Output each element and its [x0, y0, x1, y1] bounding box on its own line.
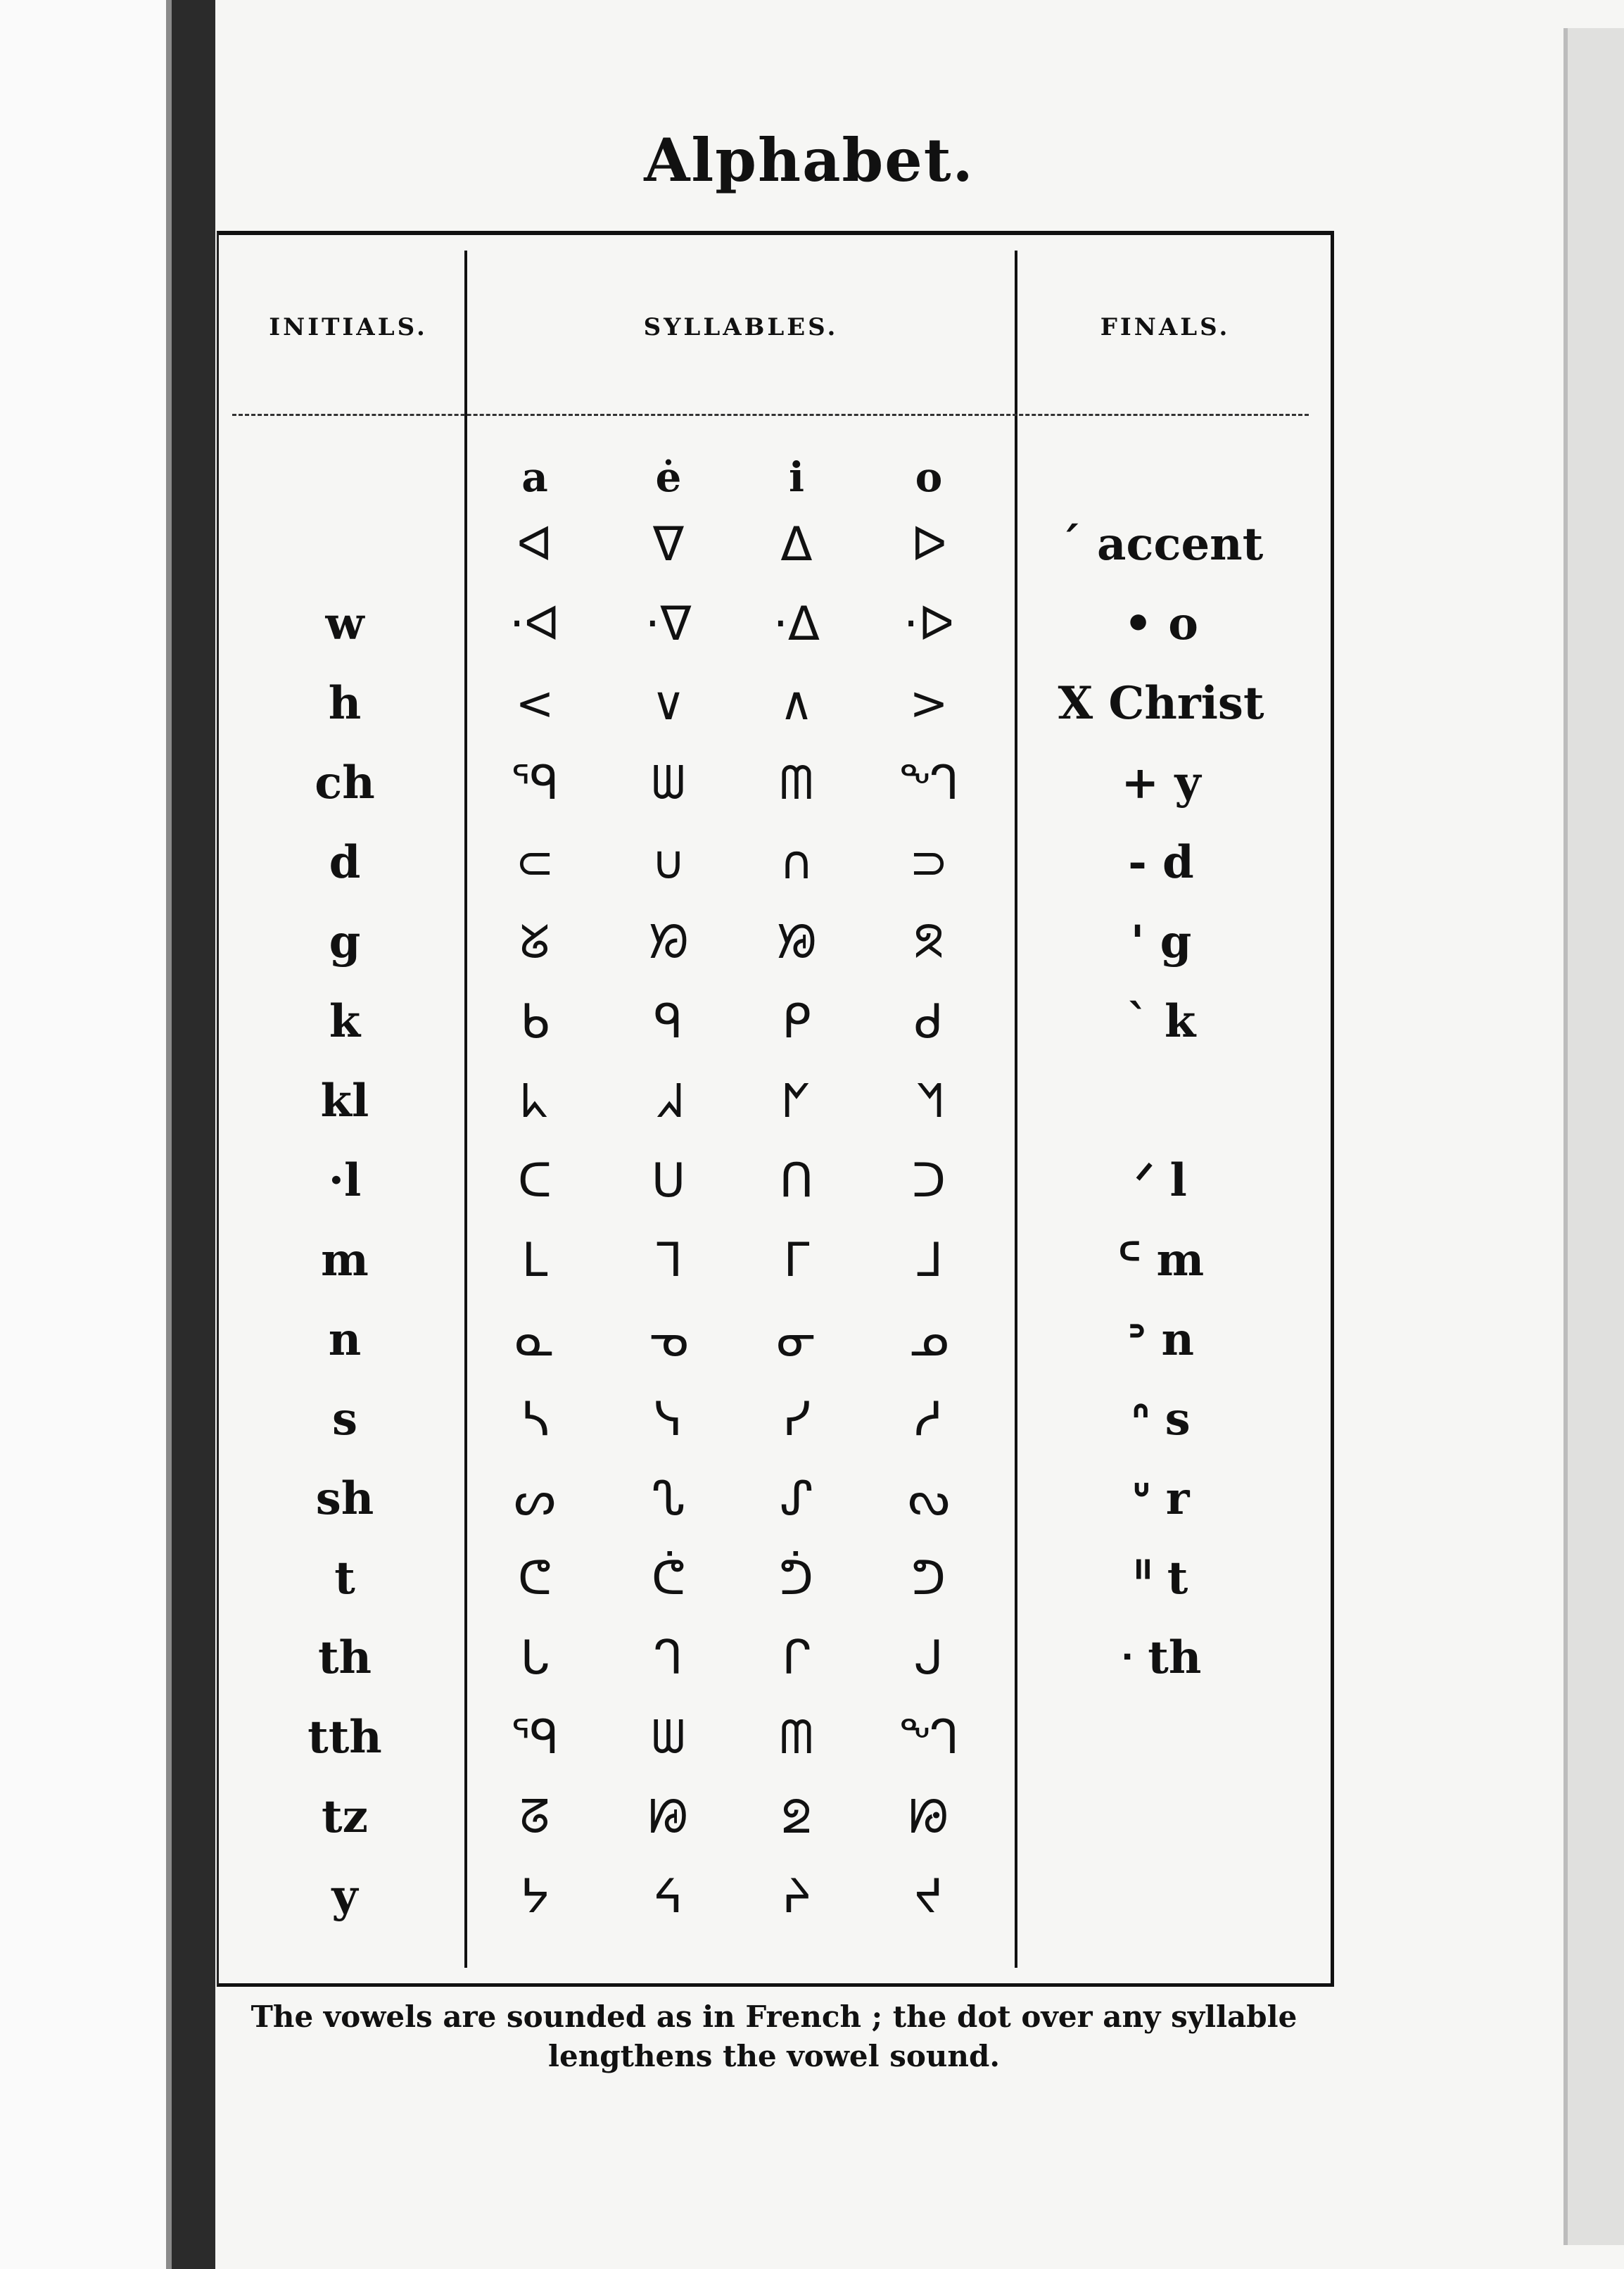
syllable-cell: ·ᐁ — [645, 597, 692, 651]
syllable-cell: ᖾ — [521, 1074, 549, 1128]
syllable-cell: ᔐ — [652, 1472, 685, 1526]
syllable-cell: ᕦ — [517, 1551, 552, 1605]
column-divider-left — [464, 251, 467, 1968]
syllable-cell: ᕤ — [911, 1551, 946, 1605]
final-cell: ᐧ th — [1120, 1631, 1202, 1684]
header-syllables: SYLLABLES. — [643, 313, 839, 341]
initial-cell: d — [329, 836, 361, 889]
book-spine — [172, 0, 215, 2269]
syllable-cell: ᔦ — [654, 1869, 683, 1923]
syllable-cell: ⊂ — [515, 835, 554, 890]
syllable-cell: ᖼ — [782, 1074, 811, 1128]
syllable-cell: ᑕ — [517, 1154, 552, 1208]
syllable-cell: ᐁ — [652, 517, 685, 571]
syllable-cell: ᖽ — [654, 1074, 683, 1128]
final-cell: X Christ — [1058, 677, 1264, 730]
final-cell — [1027, 1702, 1295, 1773]
final-cell: ᐦ t — [1134, 1552, 1188, 1605]
syllable-cell: ·ᐊ — [509, 597, 560, 651]
initial-cell: m — [321, 1234, 369, 1287]
final-cell: ´ accent — [1058, 518, 1264, 571]
syllable-cell: ᒣ — [654, 1233, 683, 1287]
syllable-cell: ᘝ — [913, 915, 944, 969]
footnote — [211, 1997, 1337, 2082]
header-finals: FINALS. — [1100, 313, 1231, 341]
syllable-cell: ᒐ — [520, 1631, 550, 1685]
initial-cell: s — [331, 1393, 358, 1446]
syllable-cell: < — [515, 676, 554, 731]
final-cell — [1027, 1066, 1295, 1137]
initial-cell: ·l — [328, 1154, 362, 1207]
syllable-cell: ᑎ — [779, 1154, 814, 1208]
syllable-cell: ᘟ — [776, 915, 817, 969]
syllable-cell: ∧ — [779, 676, 814, 731]
final-cell: ᐡ r — [1132, 1472, 1190, 1525]
page-edge-line — [1563, 28, 1568, 2245]
syllable-cell: ᔭ — [520, 1869, 550, 1923]
syllable-cell: ᓯ — [782, 1392, 811, 1446]
syllable-cell: ᗰ — [780, 1710, 813, 1764]
syllable-cell: ᐃ — [780, 517, 813, 571]
syllable-cell: ᑌ — [651, 1154, 686, 1208]
syllable-cell: ᐅ — [911, 517, 947, 571]
initial-cell: t — [334, 1552, 355, 1605]
initial-cell: k — [329, 995, 361, 1048]
initial-cell: y — [331, 1870, 358, 1923]
syllable-cell: ᑫ — [654, 994, 683, 1049]
syllable-cell: ᘔ — [519, 1790, 550, 1844]
syllable-cell: ᓴ — [521, 1392, 549, 1446]
final-cell: ᒼ m — [1117, 1234, 1205, 1287]
syllable-cell: ᙰ — [898, 756, 960, 810]
syllable-cell: ∪ — [651, 835, 686, 890]
syllable-cell: ᗯ — [652, 1710, 685, 1764]
vowel-a: a — [521, 453, 548, 501]
syllable-cell: ᙯ — [510, 756, 559, 810]
syllable-cell: ᒪ — [521, 1233, 548, 1287]
initial-cell: w — [325, 598, 364, 650]
initial-cell: kl — [320, 1075, 369, 1127]
vowel-o: o — [915, 453, 943, 501]
syllable-cell: ᖿ — [915, 1074, 943, 1128]
syllable-cell: ᔕ — [514, 1472, 556, 1526]
syllable-cell: ᘖ — [781, 1790, 812, 1844]
syllable-cell: ᑭ — [782, 994, 811, 1049]
initial-cell: tth — [307, 1711, 382, 1764]
syllable-cell: ᑲ — [520, 994, 550, 1049]
footnote-line-1: The vowels are sounded as in French ; the dot over any syllable — [250, 1999, 1298, 2034]
syllable-cell: ᘘ — [648, 1790, 689, 1844]
syllable-cell: ᙯ — [510, 1710, 559, 1764]
syllable-cell: ᒧ — [914, 1233, 944, 1287]
final-cell: ᐣ n — [1128, 1313, 1194, 1366]
syllable-cell: ·ᐃ — [773, 597, 820, 651]
initial-cell — [239, 510, 450, 580]
syllable-cell: ᒍ — [914, 1631, 944, 1685]
syllable-cell: ᔑ — [780, 1472, 813, 1526]
initial-cell: ch — [315, 757, 375, 809]
initial-cell: h — [328, 677, 362, 730]
final-cell: ᐢ s — [1131, 1393, 1191, 1446]
syllable-cell: ᕧ — [651, 1551, 686, 1605]
syllable-cell: ∩ — [779, 835, 814, 890]
initial-cell: th — [317, 1631, 372, 1684]
syllable-cell: ᒋ — [782, 1631, 811, 1685]
final-cell: + y — [1121, 757, 1201, 809]
syllable-cell: ᔓ — [908, 1472, 950, 1526]
syllable-cell: ᙰ — [898, 1710, 960, 1764]
syllable-cell: ᓀ — [648, 1313, 689, 1367]
syllable-cell: ᒥ — [783, 1233, 810, 1287]
syllable-cell: ᒉ — [654, 1631, 683, 1685]
column-divider-right — [1015, 251, 1017, 1968]
vowel-e: ė — [655, 453, 682, 501]
syllable-cell: ᐊ — [516, 517, 553, 571]
syllable-cell: ᓭ — [654, 1392, 683, 1446]
header-divider — [232, 414, 1309, 416]
final-cell — [1027, 1782, 1295, 1852]
initial-cell: tz — [322, 1790, 368, 1843]
final-cell: ' g — [1130, 916, 1192, 968]
syllable-cell: ᓇ — [514, 1313, 555, 1367]
vowel-i: i — [788, 453, 805, 501]
header-initials: INITIALS. — [269, 313, 428, 341]
syllable-cell: ∨ — [651, 676, 686, 731]
footnote-line-2: lengthens the vowel sound. — [548, 2039, 1000, 2073]
syllable-cell: ⊃ — [909, 835, 949, 890]
syllable-cell: ᘞ — [648, 915, 689, 969]
syllable-cell: ·ᐅ — [903, 597, 954, 651]
final-cell: ᐟ l — [1135, 1154, 1187, 1207]
initial-cell: g — [329, 916, 361, 968]
previous-page-edge — [0, 0, 166, 2269]
syllable-cell: ᑯ — [914, 994, 944, 1049]
page-title: Alphabet. — [644, 125, 975, 195]
syllable-cell: ᘜ — [519, 915, 550, 969]
syllable-cell: ᔪ — [914, 1869, 944, 1923]
syllable-cell: ᑐ — [911, 1154, 946, 1208]
syllable-cell: ᘙ — [908, 1790, 949, 1844]
syllable-cell: ᓱ — [915, 1392, 943, 1446]
final-cell — [1027, 1862, 1295, 1932]
final-cell: - d — [1128, 836, 1194, 889]
final-cell: • o — [1124, 598, 1198, 650]
initial-cell: n — [328, 1313, 362, 1366]
syllable-cell: ᕥ — [779, 1551, 814, 1605]
syllable-cell: ᗰ — [780, 756, 813, 810]
syllable-cell: ᓄ — [908, 1313, 949, 1367]
syllable-cell: ᓂ — [776, 1313, 817, 1367]
syllable-cell: > — [909, 676, 949, 731]
initial-cell: sh — [315, 1472, 374, 1525]
next-page-edge — [1568, 28, 1624, 2245]
final-cell: ` k — [1126, 995, 1196, 1048]
syllable-cell: ᔨ — [782, 1869, 811, 1923]
syllable-cell: ᗯ — [652, 756, 685, 810]
